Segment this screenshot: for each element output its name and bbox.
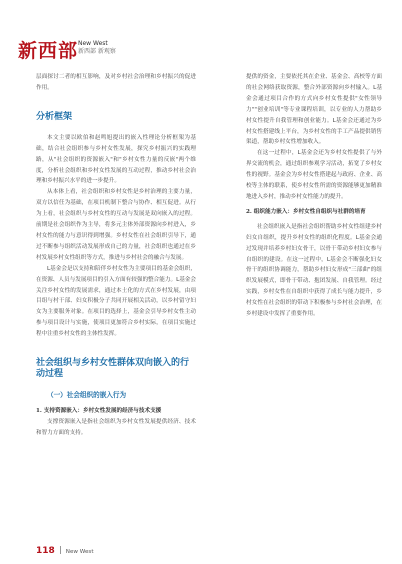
section-title-action-process: 社会组织与乡村女性群体双向嵌入的行动过程 <box>36 358 190 380</box>
magazine-logo-subtitle <box>78 40 124 56</box>
right-column <box>246 72 382 320</box>
logo-en-line1: New West <box>78 40 108 47</box>
page-header <box>0 0 402 62</box>
page-footer <box>36 545 94 557</box>
section-title-framework: 分析框架 <box>36 111 73 122</box>
paragraph: 提供的资金，主要依托其在企业、基金会、高校等方面的社会网络获取资源，整合外部资源向乡村输入。L基金会通过项目合作的方式向乡村女性提供"女性领导力""创业培训"等专业课程培训，以专业的人力帮助乡村女性提升自我管理和创业能力。L基金会还通过为乡村女性搭建线上平台，为乡村女性的手工产品提供销售渠道，帮助乡村女性增加收入。 <box>246 74 382 146</box>
left-column <box>36 72 196 439</box>
page-number: 118 <box>36 546 55 556</box>
paragraph: 本文主要以欧伯和赵鸣旭提出的嵌入性理论分析框架为基础，结合社会组织参与乡村女性发展，探究乡村振兴的实践理路，从"社会组织的资源嵌入"和"乡村女性力量的反嵌"两个维度，分析社会组织和乡村女性发展的互动过程，推动乡村社会治理和乡村振兴水平的进一步提升。 <box>36 134 196 185</box>
paragraph: 支撑资源嵌入是指社会组织为乡村女性发展提供经济、技术和智力方面的支持。 <box>36 418 196 436</box>
subsubsection-label: 1. 支持资源嵌入：乡村女性发展的经济与技术支援 <box>36 408 162 415</box>
paragraph: L基金会是以支持和陪伴乡村女性为主要项目的基金会组织，在资源、人员与发展项目的引入方面有较强的整合能力。L基金会关注乡村女性的发展需求，通过本土化的方式在乡村发展，由项目组与村干部、妇女积极分子共同开展相关活动，以乡村留守妇女为主要服务对象。在项目的选择上，基金会引导乡村女性主动参与项目设计与实施，使项目更加符合乡村实际，在项目实施过程中注重乡村女性的主体性发挥。 <box>36 265 196 338</box>
subsection-title: （一）社会组织的嵌入行为 <box>47 391 127 400</box>
paragraph: 社会组织嵌入是指社会组织帮助乡村女性组建乡村妇女自组织，提升乡村女性的组织化程度。L基金会通过发现并培养乡村妇女骨干，以骨干带动乡村妇女参与自组织的建设。在这一过程中，L基金会不断强化妇女骨干的组织协调能力，帮助乡村妇女形成"三部曲"的组织发展模式，即骨干带动、抱团发展、自我管理。经过实践，乡村女性在自组织中获得了成长与能力提升，乡村女性在社会组织的带动下积极参与乡村社会治理，在乡村建设中发挥了重要作用。 <box>246 223 382 318</box>
subsubsection-title <box>36 406 196 417</box>
logo-en-line2: 新西部 新观察 <box>78 48 116 55</box>
paragraph: 在这一过程中，L基金会还为乡村女性提供了与外界交流的机会，通过组织参观学习活动，拓宽了乡村女性的视野。基金会为乡村女性搭建起与政府、企业、高校等主体的联系，使乡村女性所需的资源能够更加精准地进入乡村，推动乡村女性能力的提升。 <box>246 150 382 200</box>
subsubsection-title: 2. 组织能力嵌入：乡村女性自组织与社群的培育 <box>246 208 366 215</box>
footer-divider <box>60 546 61 554</box>
paragraph: 从本体上看，社会组织和乡村女性是乡村治理的主要力量，双方以信任为基础，在项目机制下整合与协作、相互促进。从行为上看，社会组织与乡村女性的互动与发展是双向嵌入的过程。前期是社会组织作为主导，将多元主体外部资源向乡村进入，乡村女性的能力与意识得到增强。乡村女性在社会组织引导下，通过不断参与组织活动发展形成自己的力量，社会组织也通过在乡村发展乡村女性组织等方式，推进与乡村社会的融合与发展。 <box>36 189 196 261</box>
footer-magazine-name: New West <box>65 549 94 555</box>
intro-paragraph: 层面探讨二者的相互影响，及对乡村社会治理和乡村振兴的促进作用。 <box>36 74 196 91</box>
magazine-logo: 新西部 <box>18 40 79 62</box>
